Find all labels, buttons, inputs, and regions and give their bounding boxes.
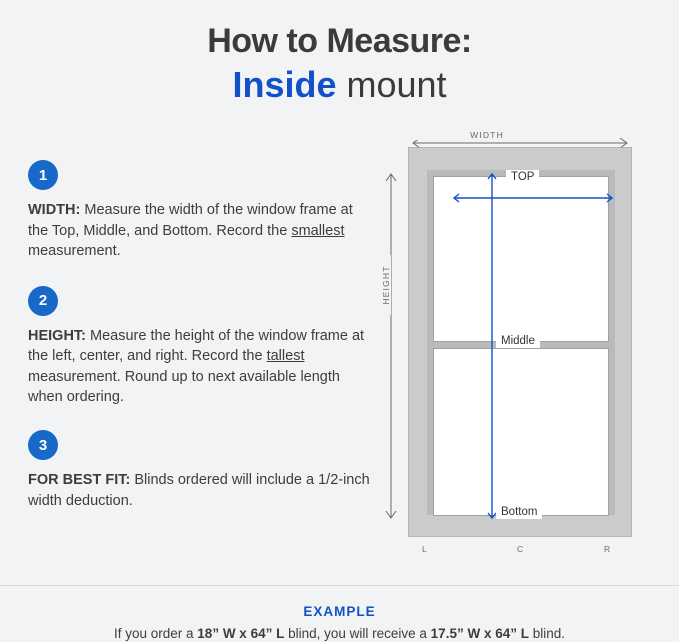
step-body-3a: Blinds ordered will include a 1/2-inch width deduction. — [28, 472, 370, 509]
step-text-1 — [28, 200, 373, 262]
footer-divider — [0, 585, 679, 586]
step-text-2 — [28, 326, 373, 408]
width-dimension-label: WIDTH — [378, 130, 596, 140]
step-number-badge-1: 1 — [28, 160, 58, 190]
example-prefix: If you order a — [114, 626, 198, 641]
title-accent-word: Inside — [232, 64, 337, 106]
step-body-2b: measurement. Round up to next available length when ordering. — [28, 368, 340, 406]
step-heading-1: WIDTH: — [28, 202, 81, 218]
diagram-label-middle: Middle — [496, 334, 540, 348]
example-title: EXAMPLE — [303, 604, 376, 619]
diagram-mark-center: C — [517, 544, 524, 554]
diagram-label-bottom: Bottom — [496, 505, 542, 519]
step-item-1 — [28, 160, 373, 262]
example-ordered-size: 18” W x 64” L — [197, 626, 285, 641]
step-body-1a: Measure the width of the window frame at the Top, Middle, and Bottom. Record the — [28, 202, 353, 239]
step-text-3 — [28, 470, 373, 511]
step-heading-2: HEIGHT: — [28, 327, 86, 344]
step-number-badge-2: 2 — [28, 286, 58, 316]
example-received-size: 17.5” W x 64” L — [430, 626, 529, 641]
step-body-1b: measurement. — [28, 243, 121, 260]
step-item-3 — [28, 430, 373, 511]
title-line-2 — [0, 63, 679, 106]
diagram-mark-right: R — [604, 544, 611, 554]
step-item-2 — [28, 286, 373, 408]
step-underline-1: smallest — [291, 222, 345, 239]
window-diagram — [378, 130, 650, 560]
diagram-label-top: TOP — [506, 170, 539, 184]
example-suffix: blind. — [528, 626, 565, 641]
title-line-1: How to Measure: — [207, 22, 472, 60]
step-body-2a: Measure the height of the window frame at the left, center, and right. Record the — [28, 327, 365, 365]
step-underline-2: tallest — [266, 348, 305, 365]
step-heading-3: FOR BEST FIT: — [28, 472, 131, 489]
step-number-badge-3: 3 — [28, 430, 58, 460]
diagram-mark-left: L — [422, 544, 428, 554]
title-rest-word: mount — [336, 64, 447, 106]
page-title — [0, 22, 679, 106]
example-text — [0, 626, 679, 641]
example-middle: blind, you will receive a — [284, 626, 431, 641]
steps-list — [28, 160, 373, 531]
height-dimension-label: HEIGHT — [381, 255, 391, 315]
